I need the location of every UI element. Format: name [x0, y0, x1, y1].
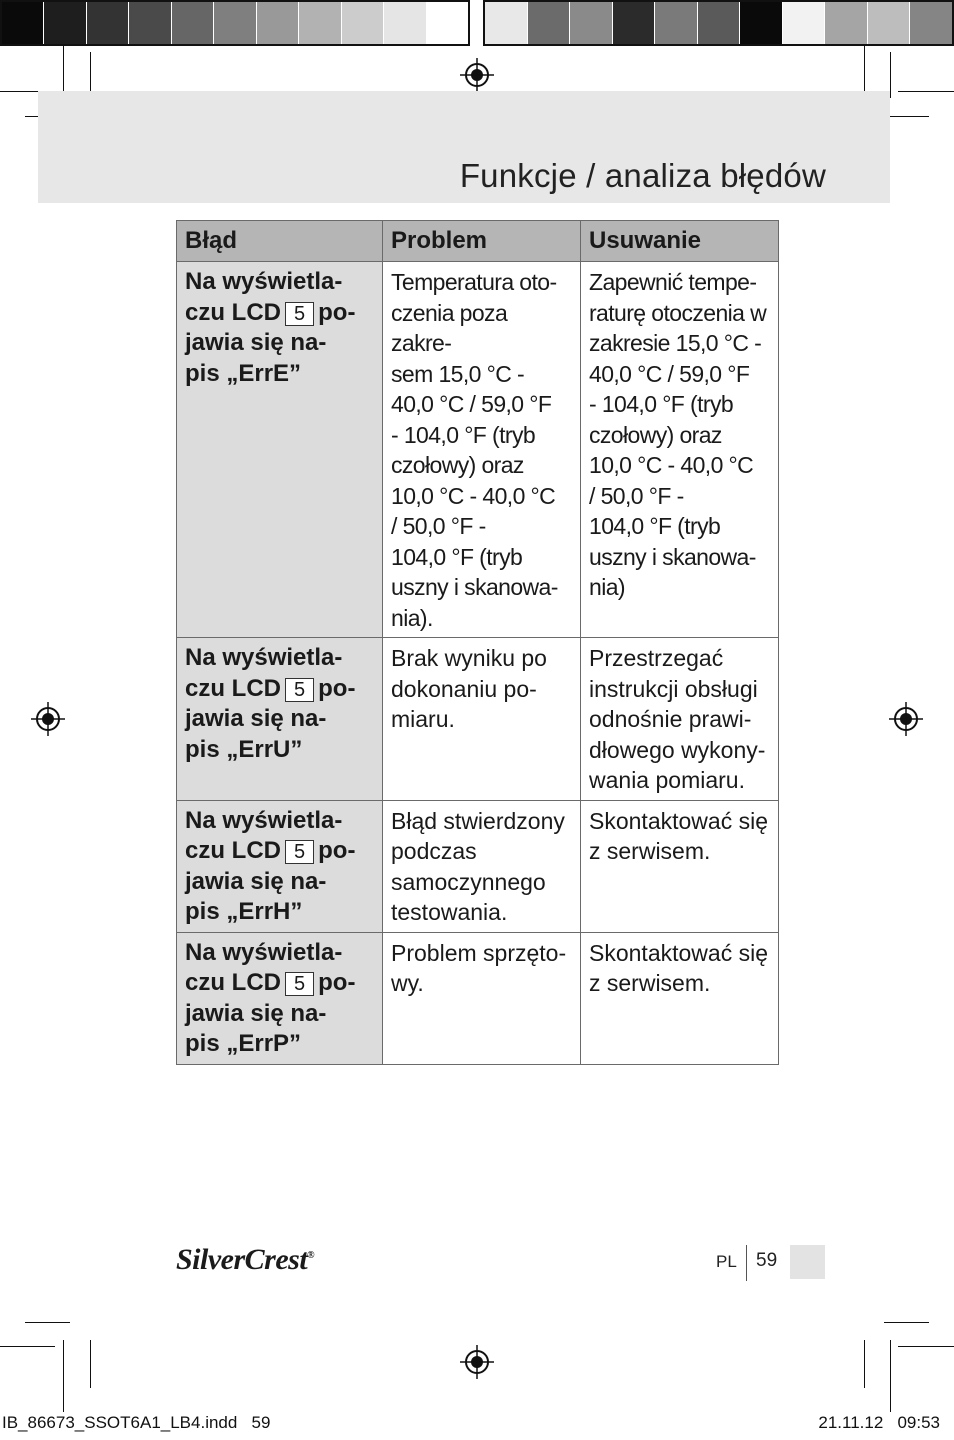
crop-mark: [890, 1340, 891, 1412]
color-swatch: [783, 2, 826, 44]
column-header-problem: Problem: [383, 221, 581, 262]
print-slug-datetime: 21.11.12 09:53: [818, 1413, 940, 1432]
color-swatch: [740, 2, 783, 44]
solution-text: Zapewnić tempe- raturę otoczenia w zakresie 15,0 °C - 40,0 °C / 59,0 °F - 104,0 °F (tryb czołowy) oraz 10,0 °C - 40,0 °C / 50,0 °F - 104,0 °F (tryb uszny i skanowa- nia): [589, 269, 767, 600]
color-swatch: [910, 2, 952, 44]
problem-cell: [383, 638, 581, 801]
problem-text: Brak wyniku po dokonaniu po- miaru.: [391, 645, 547, 732]
table-row: [177, 262, 779, 638]
color-swatch: [129, 2, 171, 44]
color-swatch: [485, 2, 528, 44]
lcd-reference-box: 5: [285, 678, 314, 702]
color-swatch: [2, 2, 44, 44]
solution-text: Skontaktować się z serwisem.: [589, 807, 768, 864]
problem-cell: [383, 800, 581, 932]
color-swatch: [570, 2, 613, 44]
page-thumb-tab: [790, 1245, 825, 1279]
print-slug-filename: IB_86673_SSOT6A1_LB4.indd 59: [2, 1413, 271, 1432]
color-swatch: [528, 2, 571, 44]
footer-divider: [746, 1245, 747, 1281]
color-swatch: [825, 2, 868, 44]
crop-mark: [884, 116, 929, 117]
error-text-post: po- jawia się na- pis „ErrH”: [185, 837, 356, 925]
registration-crosshair-icon: [460, 58, 494, 92]
registration-crosshair-icon: [460, 1345, 494, 1379]
lcd-reference-box: 5: [285, 840, 314, 864]
solution-text: Skontaktować się z serwisem.: [589, 939, 768, 996]
color-swatch: [87, 2, 129, 44]
color-calibration-bar-right: [483, 0, 954, 46]
error-text-pre: Na wyświetla- czu LCD: [185, 268, 343, 326]
crop-mark: [898, 91, 954, 92]
solution-text: Przestrzegać instrukcji obsługi odnośnie prawi- dłowego wykony- wania pomiaru.: [589, 645, 766, 793]
problem-text: Temperatura oto- czenia poza zakre- sem 15,0 °C - 40,0 °C / 59,0 °F - 104,0 °F (tryb czołowy) oraz 10,0 °C - 40,0 °C / 50,0 °F - 104,0 °F (tryb uszny i skanowa- nia).: [391, 269, 558, 631]
color-swatch: [427, 2, 468, 44]
lcd-reference-box: 5: [285, 302, 314, 326]
registration-crosshair-icon: [31, 702, 65, 736]
solution-cell: [581, 262, 779, 638]
crop-mark: [890, 52, 891, 98]
error-text-pre: Na wyświetla- czu LCD: [185, 938, 343, 996]
error-analysis-table: [176, 220, 779, 1065]
color-swatch: [868, 2, 911, 44]
table-row: [177, 800, 779, 932]
column-header-solution: Usuwanie: [581, 221, 779, 262]
error-text-pre: Na wyświetla- czu LCD: [185, 644, 343, 702]
error-cell: [177, 932, 383, 1064]
solution-cell: [581, 638, 779, 801]
crop-mark: [63, 1340, 64, 1412]
problem-cell: [383, 932, 581, 1064]
error-text-pre: Na wyświetla- czu LCD: [185, 806, 343, 864]
color-swatch: [214, 2, 256, 44]
color-swatch: [342, 2, 384, 44]
crop-mark: [25, 1322, 70, 1323]
color-swatch: [655, 2, 698, 44]
page-header-band: [38, 91, 890, 203]
brand-name: SilverCrest: [176, 1243, 308, 1276]
color-swatch: [613, 2, 656, 44]
error-cell: [177, 262, 383, 638]
page-number: 59: [756, 1250, 778, 1271]
table-row: [177, 932, 779, 1064]
error-text-post: po- jawia się na- pis „ErrU”: [185, 674, 356, 763]
error-text-post: po- jawia się na- pis „ErrP”: [185, 969, 356, 1057]
problem-text: Błąd stwierdzony podczas samoczynnego testowania.: [391, 807, 565, 925]
color-calibration-bar-left: [0, 0, 470, 46]
table-header-row: [177, 221, 779, 262]
color-swatch: [172, 2, 214, 44]
color-swatch: [257, 2, 299, 44]
color-swatch: [698, 2, 741, 44]
crop-mark: [884, 1322, 929, 1323]
solution-cell: [581, 800, 779, 932]
language-code: PL: [716, 1252, 737, 1271]
color-swatch: [299, 2, 341, 44]
crop-mark: [898, 1346, 954, 1347]
column-header-error: Błąd: [177, 221, 383, 262]
color-swatch: [44, 2, 86, 44]
registration-crosshair-icon: [889, 702, 923, 736]
brand-registered-mark: ®: [307, 1250, 315, 1261]
problem-cell: [383, 262, 581, 638]
lcd-reference-box: 5: [285, 972, 314, 996]
error-cell: [177, 800, 383, 932]
problem-text: Problem sprzęto- wy.: [391, 939, 567, 996]
brand-logo: [176, 1243, 314, 1277]
color-swatch: [384, 2, 426, 44]
error-text-post: po- jawia się na- pis „ErrE”: [185, 298, 356, 387]
crop-mark: [90, 1340, 91, 1388]
crop-mark: [864, 1340, 865, 1388]
error-cell: [177, 638, 383, 801]
table-row: [177, 638, 779, 801]
page-title: Funkcje / analiza błędów: [459, 157, 826, 194]
solution-cell: [581, 932, 779, 1064]
crop-mark: [0, 1346, 55, 1347]
